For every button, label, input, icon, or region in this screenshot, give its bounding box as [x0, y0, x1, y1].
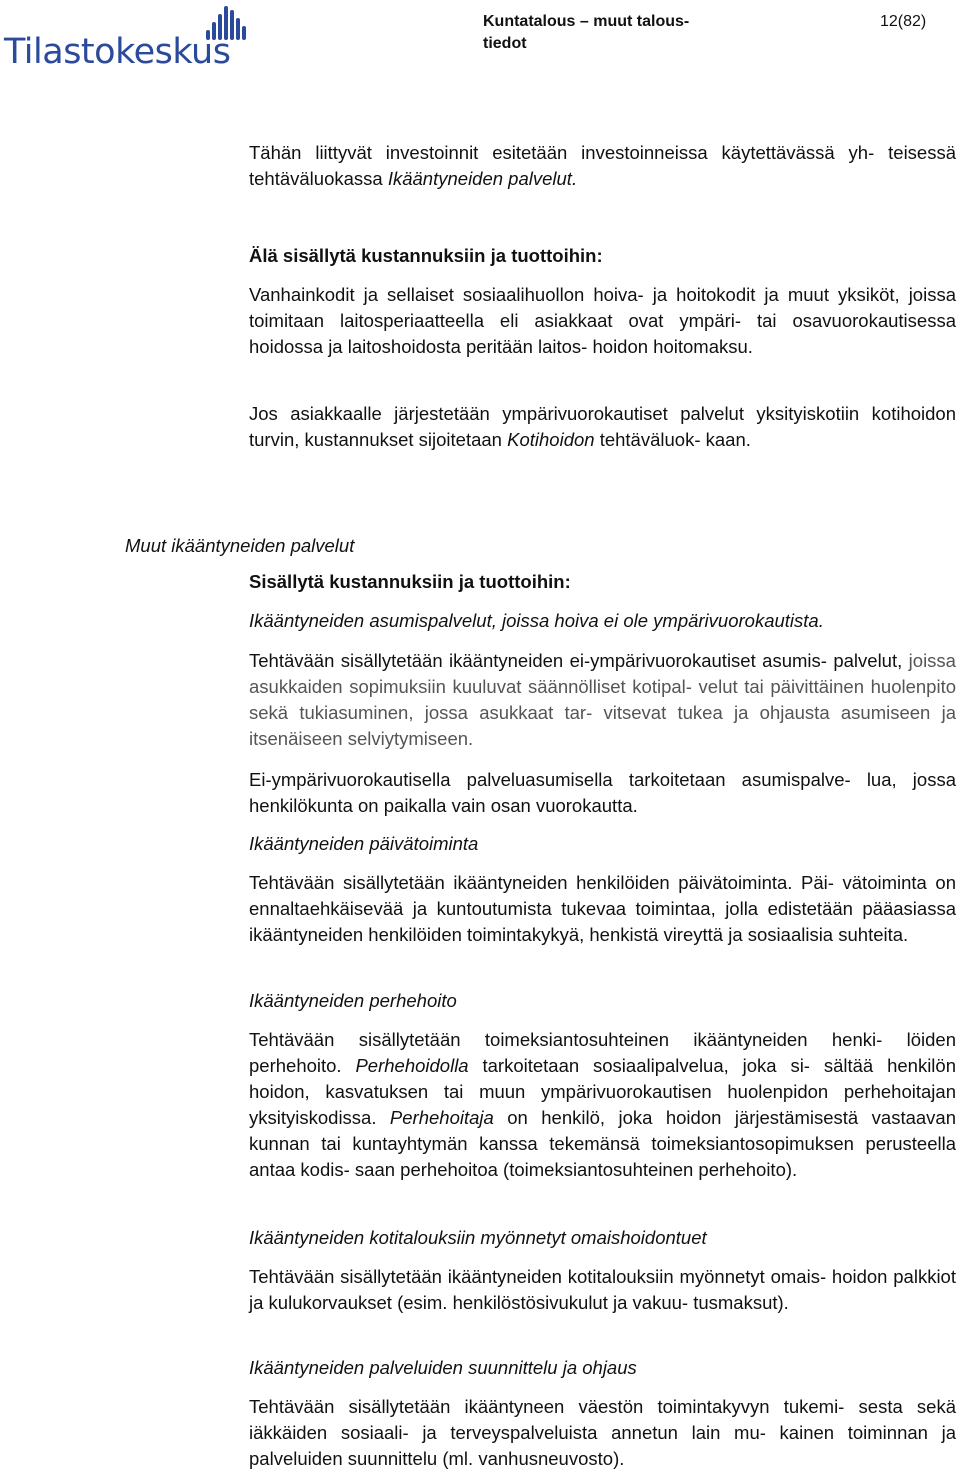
exclude-paragraph-1: Vanhainkodit ja sellaiset sosiaalihuollon hoiva- ja hoitokodit ja muut yksiköt, joissa toimitaan laitosperiaatteella eli asiakkaat ovat ympäri- tai osavuorokautisessa hoidossa ja laitoshoidosta peritään laitos- hoidon hoitomaksu. [249, 284, 956, 357]
page-number: 12(82) [880, 13, 927, 30]
exclude-paragraph-2 [249, 401, 956, 453]
document-title [483, 11, 723, 55]
perhehoito-paragraph [249, 1027, 956, 1183]
perhe-text-b: tarkoitetaan sosiaalipalvelua, joka si- sältää henkilön hoidon, kasvatuksen tai muun ympärivuorokautisen huolenpidon perhehoitajan yksityiskodissa. [249, 1055, 956, 1128]
intro-text-b-italic: Ikääntyneiden palvelut. [387, 168, 578, 189]
perhe-italic-1: Perhehoidolla [355, 1055, 469, 1076]
intro-text-a: Tähän liittyvät investoinnit esitetään investoinneissa käytettävässä yh- [249, 142, 875, 163]
document-title-line1: Kuntatalous – muut talous- [483, 13, 690, 30]
exclude-p2-text-b: tehtäväluok- kaan. [594, 429, 751, 450]
exclude-p2-italic: Kotihoidon [507, 429, 595, 450]
asumis-text-b: joissa asukkaiden sopimuksiin kuuluvat säännölliset kotipal- velut tai päivittäinen huolenpito sekä tukiasuminen, jossa asukkaat tar- vitsevat tukea ja ohjausta asumiseen ja itsenäiseen selviytymiseen. [249, 650, 956, 749]
exclude-p2-text-a: Jos asiakkaalle järjestetään ympärivuorokautiset palvelut yksityiskotiin kotihoidon turvin, kustannukset sijoitetaan [249, 403, 956, 450]
section-title: Muut ikääntyneiden palvelut [125, 535, 355, 556]
perhe-text-c: on henkilö, joka hoidon järjestämisestä vastaavan kunnan tai kuntayhtymän kanssa tekemänsä toimeksiantosopimuksen perusteella antaa kodis- saan perhehoitoa (toimeksiantosuhteinen perhehoito). [249, 1107, 956, 1180]
intro-text-b: teisessä tehtäväluokassa [249, 142, 957, 189]
perhe-text-a: Tehtävään sisällytetään toimeksiantosuhteinen ikääntyneiden henki- löiden perhehoito. [249, 1029, 956, 1076]
include-heading: Sisällytä kustannuksiin ja tuottoihin: [249, 571, 571, 592]
perhe-italic-2: Perhehoitaja [389, 1107, 494, 1128]
include-subheading: Ikääntyneiden asumispalvelut, joissa hoiva ei ole ympärivuorokautista. [249, 610, 824, 631]
subheading-paivatoiminta: Ikääntyneiden päivätoiminta [249, 833, 479, 854]
subheading-perhehoito: Ikääntyneiden perhehoito [249, 990, 457, 1011]
document-title-line2: tiedot [483, 35, 527, 52]
page-header [0, 0, 960, 80]
suunnittelu-paragraph: Tehtävään sisällytetään ikääntyneen väestön toimintakyvyn tukemi- sesta sekä iäkkäiden sosiaali- ja terveyspalveluista annetun lain mu- kainen toiminnan ja palveluiden suunnittelu (ml. vanhusneuvosto). [249, 1396, 956, 1469]
omaishoidontuet-paragraph: Tehtävään sisällytetään ikääntyneiden kotitalouksiin myönnetyt omais- hoidon palkkiot ja kulukorvaukset (esim. henkilöstösivukulut ja vakuu- tusmaksut). [249, 1266, 956, 1313]
asumis-text-a: Tehtävään sisällytetään ikääntyneiden ei-ympärivuorokautiset asumis- palvelut, [249, 650, 903, 671]
intro-paragraph [249, 140, 956, 192]
subheading-omaishoidontuet: Ikääntyneiden kotitalouksiin myönnetyt omaishoidontuet [249, 1227, 707, 1248]
logo-text: Tilastokeskus [4, 32, 231, 72]
exclude-heading: Älä sisällytä kustannuksiin ja tuottoihin: [249, 245, 603, 266]
ei-ymparivuorokautinen-paragraph: Ei-ympärivuorokautisella palveluasumisella tarkoitetaan asumispalve- lua, jossa henkilökunta on paikalla vain osan vuorokautta. [249, 769, 956, 816]
tilastokeskus-logo [4, 2, 254, 70]
paivatoiminta-paragraph: Tehtävään sisällytetään ikääntyneiden henkilöiden päivätoiminta. Päi- vätoiminta on ennaltaehkäisevää ja kuntoutumista tukevaa toimintaa, jolla edistetään pääasiassa ikääntyneiden henkilöiden toimintakykyä, henkistä vireyttä ja sosiaalisia suhteita. [249, 872, 956, 945]
asumispalvelut-paragraph [249, 648, 956, 752]
subheading-suunnittelu: Ikääntyneiden palveluiden suunnittelu ja ohjaus [249, 1357, 637, 1378]
